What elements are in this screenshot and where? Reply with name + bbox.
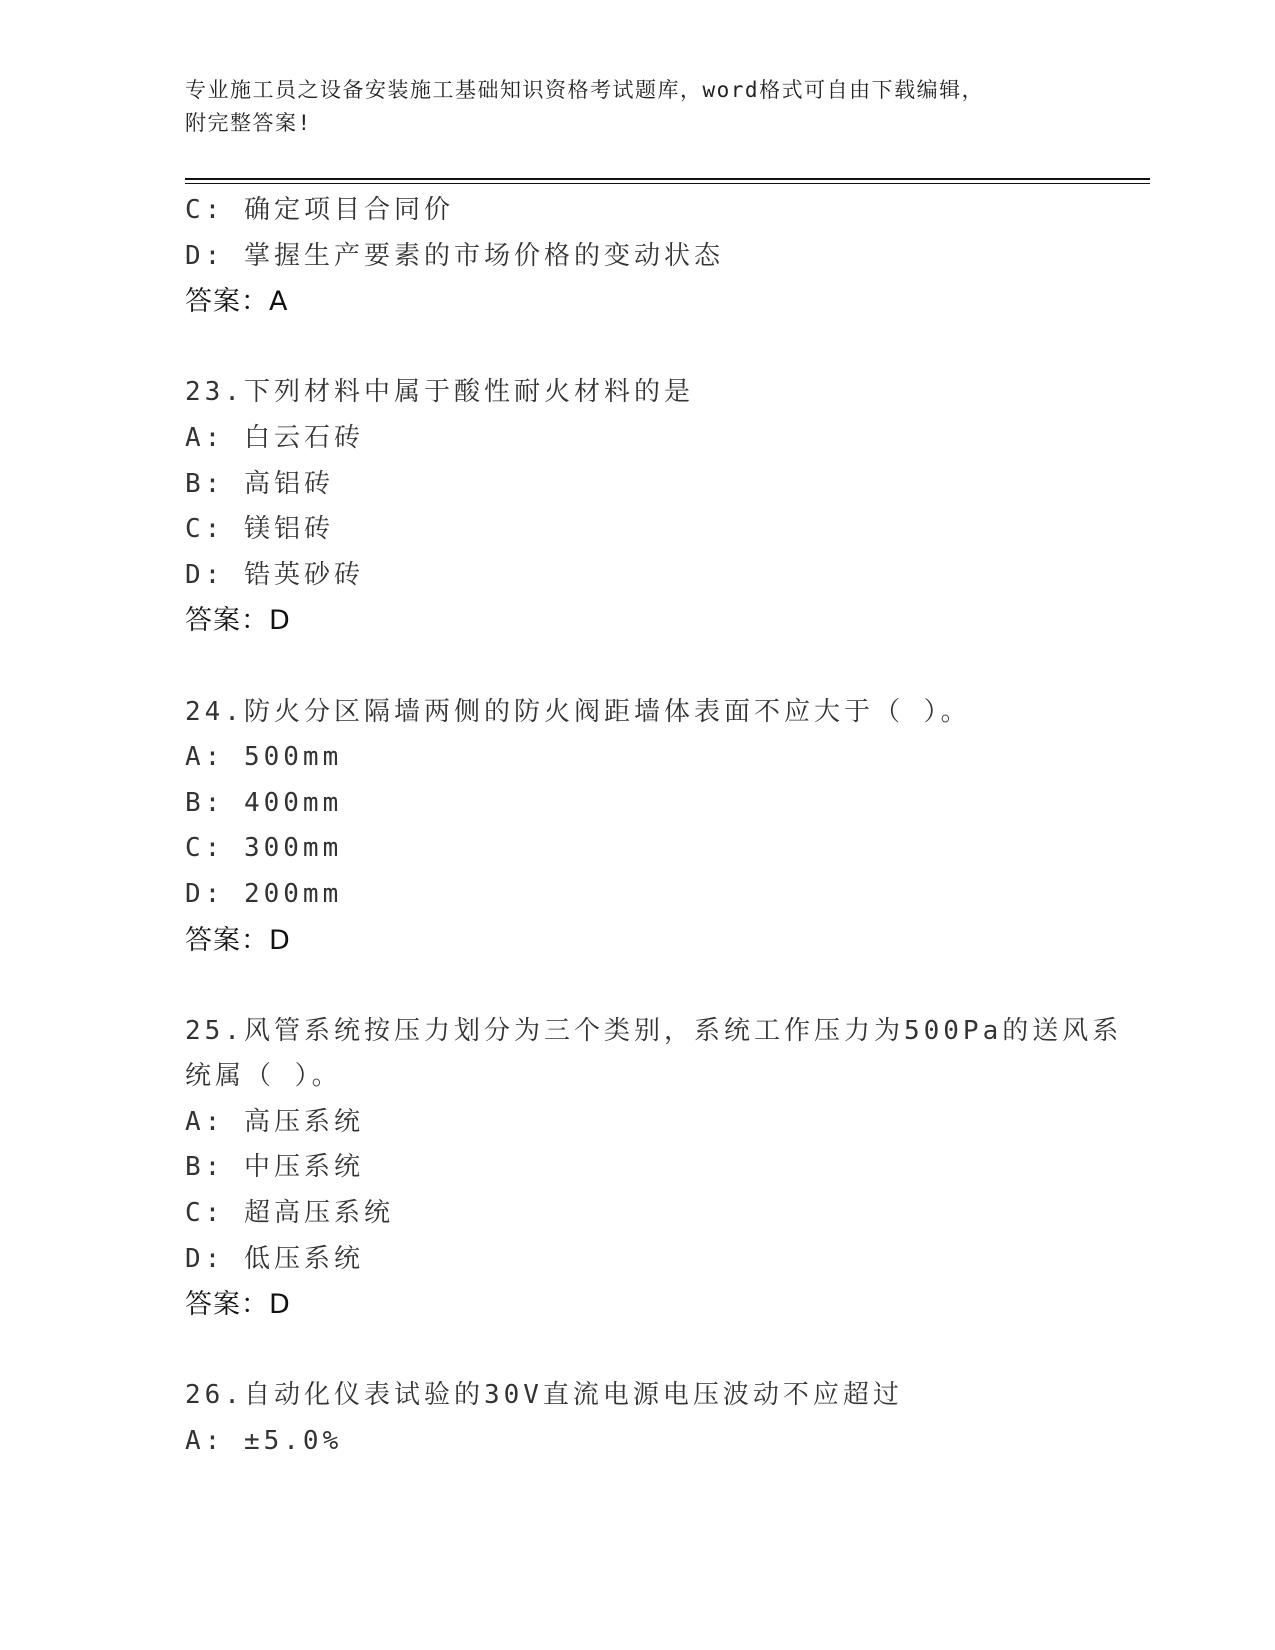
q24-option-c: C: 300mm [185,833,343,864]
q25-option-d: D: 低压系统 [185,1243,364,1274]
q25-option-b: B: 中压系统 [185,1152,364,1183]
q24-option-b: B: 400mm [185,787,343,818]
q22-option-d: D: 掌握生产要素的市场价格的变动状态 [185,240,724,271]
question-list [185,188,1123,1465]
q23-title: 23.下列材料中属于酸性耐火材料的是 [185,377,694,408]
question-spacer [185,325,1105,371]
q24-option-a: A: 500mm [185,742,343,773]
q23-option-c: C: 镁铝砖 [185,514,334,545]
q22-option-c: C: 确定项目合同价 [185,195,454,225]
q23-option-d: D: 锆英砂砖 [185,559,364,590]
q23-option-a: A: 白云石砖 [185,422,364,453]
document-header [185,74,1065,140]
q24-answer: 答案：D [185,924,291,956]
question-spacer [185,644,1105,690]
q22-answer: 答案：A [185,286,289,318]
q24-option-d: D: 200mm [185,878,343,909]
q26-title: 26.自动化仪表试验的30V直流电源电压波动不应超过 [185,1380,903,1411]
q25-answer: 答案：D [185,1289,291,1321]
question-spacer [185,963,1105,1009]
q25-option-a: A: 高压系统 [185,1106,364,1137]
header-divider-thick [185,178,1150,180]
header-line-1: 专业施工员之设备安装施工基础知识资格考试题库，word格式可自由下载编辑， [185,78,985,102]
header-line-2: 附完整答案! [185,111,312,135]
q25-title-line-2: 统属（ ）。 [185,1061,342,1092]
q25-option-c: C: 超高压系统 [185,1198,394,1229]
question-spacer [185,1328,1105,1374]
header-divider-thin [185,183,1150,184]
q25-title-line-1: 25.风管系统按压力划分为三个类别，系统工作压力为500Pa的送风系 [185,1015,1123,1046]
q23-option-b: B: 高铝砖 [185,468,334,499]
q24-title: 24.防火分区隔墙两侧的防火阀距墙体表面不应大于（ ）。 [185,696,971,727]
q26-option-a: A: ±5.0% [185,1426,343,1457]
q23-answer: 答案：D [185,605,291,637]
